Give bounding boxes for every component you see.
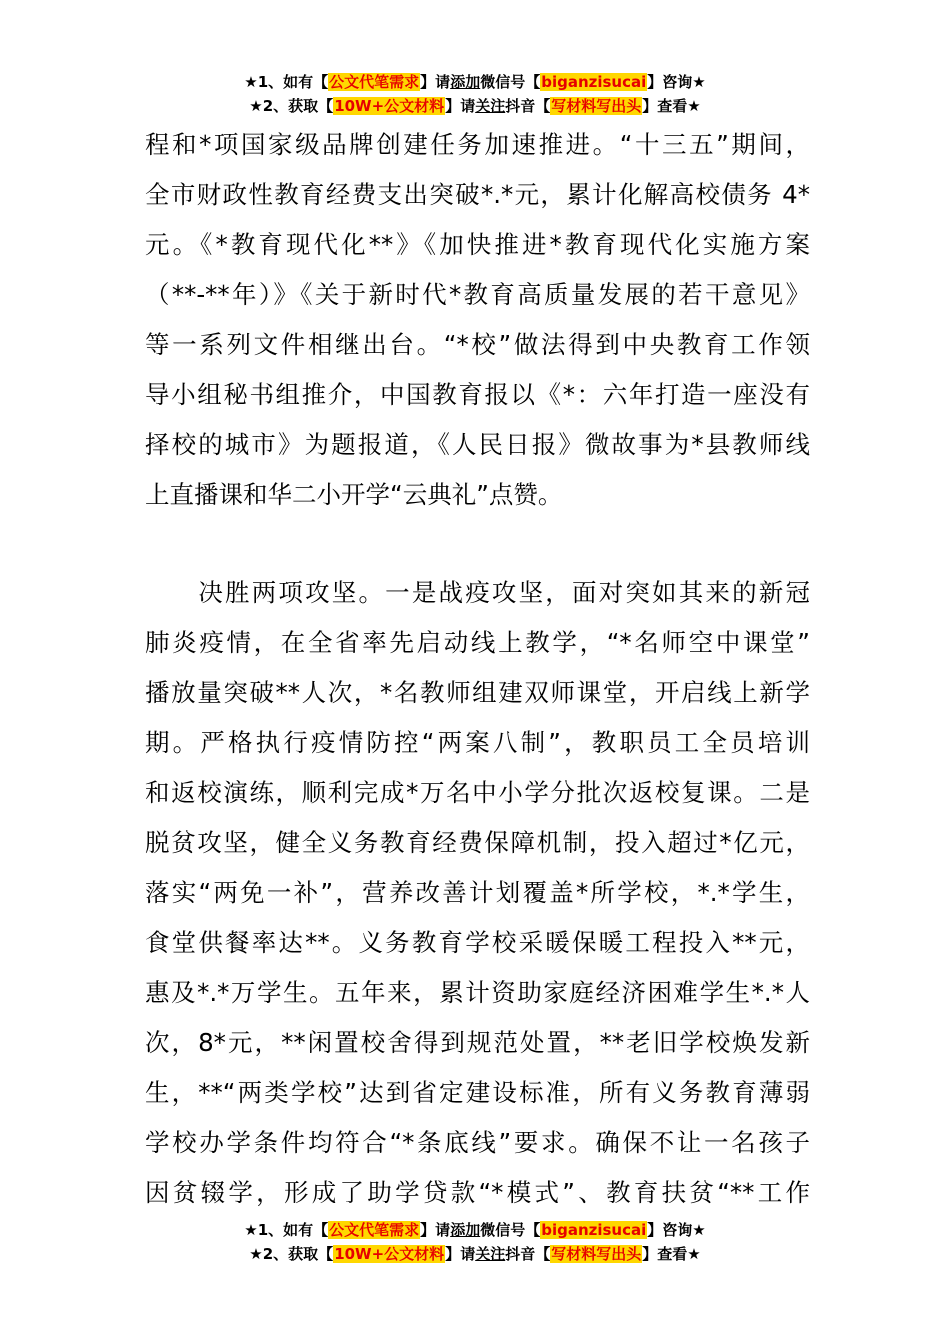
- text-line: 导小组秘书组推介，中国教育报以《*：六年打造一座没有: [145, 380, 810, 409]
- footer-banner: [0, 1218, 950, 1266]
- banner-text: 微信号【: [480, 73, 541, 91]
- banner-text: ★1、如有【: [244, 1221, 329, 1239]
- banner-text: 微信号【: [480, 1221, 541, 1239]
- text-line: 期。严格执行疫情防控“两案八制”，教职员工全员培训: [145, 728, 810, 757]
- text-line: 学校办学条件均符合“*条底线”要求。确保不让一名孩子: [145, 1128, 810, 1157]
- banner-text: 】查看★: [642, 1245, 701, 1263]
- text-line: 全市财政性教育经费支出突破*.*元，累计化解高校债务 4*: [145, 180, 810, 209]
- text-line: 和返校演练，顺利完成*万名中小学分批次返校复课。二是: [145, 778, 810, 807]
- banner-highlight: 10W+公文材料: [334, 97, 445, 115]
- banner-highlight: biganzisucai: [541, 73, 647, 91]
- text-line: 次，8*元，**闲置校舍得到规范处置，**老旧学校焕发新: [145, 1028, 810, 1057]
- paragraph-1: [145, 120, 810, 520]
- text-line: 因贫辍学，形成了助学贷款“*模式”、教育扶贫“**工作: [145, 1178, 810, 1207]
- banner-line-2: [0, 1242, 950, 1266]
- text-line: 元。《*教育现代化**》《加快推进*教育现代化实施方案: [145, 230, 810, 259]
- banner-text: 抖音【: [505, 97, 551, 115]
- text-line: 播放量突破**人次，*名教师组建双师课堂，开启线上新学: [145, 678, 810, 707]
- banner-text: ★1、如有【: [244, 73, 329, 91]
- banner-text: 】咨询★: [647, 73, 706, 91]
- banner-highlight: 公文代笔需求: [329, 73, 420, 91]
- banner-text: ★2、获取【: [249, 97, 334, 115]
- banner-highlight: 10W+公文材料: [334, 1245, 445, 1263]
- banner-text: 】咨询★: [647, 1221, 706, 1239]
- text-line: 食堂供餐率达**。义务教育学校采暖保暖工程投入**元，: [145, 928, 810, 957]
- banner-highlight: 写材料写出头: [551, 97, 642, 115]
- banner-text: ★2、获取【: [249, 1245, 334, 1263]
- banner-underline: 关注: [475, 97, 506, 115]
- banner-highlight: biganzisucai: [541, 1221, 647, 1239]
- banner-highlight: 写材料写出头: [551, 1245, 642, 1263]
- text-line: 上直播课和华二小开学“云典礼”点赞。: [145, 480, 563, 509]
- text-line: 等一系列文件相继出台。“*校”做法得到中央教育工作领: [145, 330, 810, 359]
- text-line: （**-**年）》《关于新时代*教育高质量发展的若干意见》: [145, 280, 810, 309]
- banner-line-1: [0, 70, 950, 94]
- banner-text: 】请: [420, 1221, 451, 1239]
- banner-line-2: [0, 94, 950, 118]
- banner-underline: 添加: [450, 1221, 481, 1239]
- banner-line-1: [0, 1218, 950, 1242]
- paragraph-2: [145, 568, 810, 1218]
- banner-text: 】查看★: [642, 97, 701, 115]
- banner-highlight: 公文代笔需求: [329, 1221, 420, 1239]
- text-line: 择校的城市》为题报道，《人民日报》微故事为*县教师线: [145, 430, 810, 459]
- banner-text: 】请: [445, 97, 476, 115]
- text-line: 肺炎疫情，在全省率先启动线上教学，“*名师空中课堂”: [145, 628, 810, 657]
- banner-text: 】请: [445, 1245, 476, 1263]
- header-banner: [0, 70, 950, 118]
- text-line: 程和*项国家级品牌创建任务加速推进。“十三五”期间，: [145, 130, 810, 159]
- text-line: 生，**“两类学校”达到省定建设标准，所有义务教育薄弱: [145, 1078, 810, 1107]
- text-line: 落实“两免一补”，营养改善计划覆盖*所学校，*.*学生，: [145, 878, 810, 907]
- text-line: 惠及*.*万学生。五年来，累计资助家庭经济困难学生*.*人: [145, 978, 810, 1007]
- banner-underline: 添加: [450, 73, 481, 91]
- text-line: 脱贫攻坚，健全义务教育经费保障机制，投入超过*亿元，: [145, 828, 810, 857]
- banner-text: 抖音【: [505, 1245, 551, 1263]
- banner-underline: 关注: [475, 1245, 506, 1263]
- banner-text: 】请: [420, 73, 451, 91]
- text-line: 决胜两项攻坚。一是战疫攻坚，面对突如其来的新冠: [145, 578, 810, 607]
